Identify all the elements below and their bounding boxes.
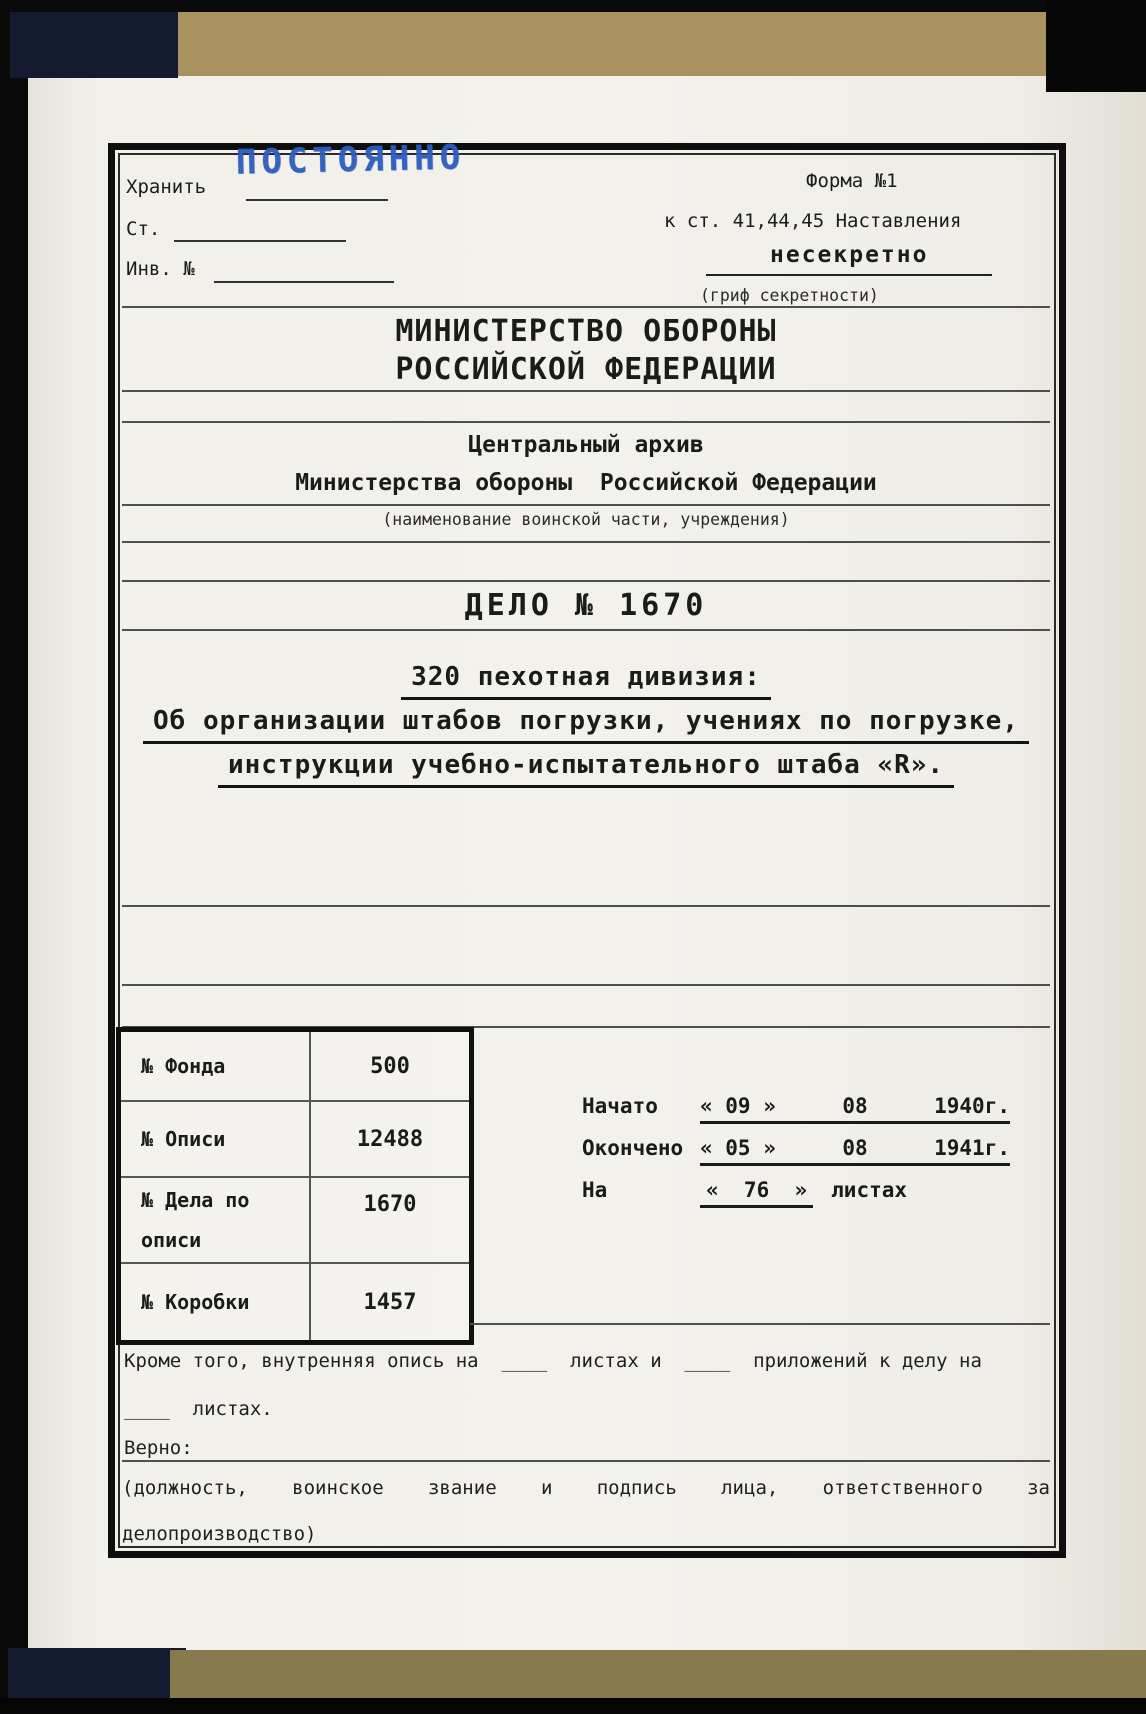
sheets-count-value: « 76 » <box>700 1178 813 1208</box>
date-finished-row <box>582 1136 1010 1166</box>
internal-inventory-line2: ____ листах. <box>124 1398 273 1420</box>
keep-blank-line <box>246 199 388 201</box>
date-started-field <box>700 1094 1010 1124</box>
rule-line <box>122 504 1050 506</box>
registry-value-opis: 12488 <box>311 1102 469 1178</box>
ministry-title-line2: РОССИЙСКОЙ ФЕДЕРАЦИИ <box>395 352 777 387</box>
date-started-year: 1940г. <box>934 1094 1010 1118</box>
rule-line <box>122 629 1050 631</box>
registry-value-korobka: 1457 <box>363 1289 417 1315</box>
certified-label: Верно: <box>124 1437 193 1459</box>
rule-line <box>122 905 1050 907</box>
rule-line <box>122 984 1050 986</box>
case-subject-text1: 320 пехотная дивизия: <box>401 662 771 700</box>
responsible-position-line2: делопроизводство) <box>122 1523 317 1545</box>
case-subject-text3: инструкции учебно-испытательного штаба «R». <box>218 750 954 788</box>
archive-name-line2: Министерства обороны Российской Федерации <box>295 470 877 496</box>
date-started-row <box>582 1094 1010 1124</box>
sheets-count-row <box>582 1178 907 1208</box>
date-finished-year: 1941г. <box>934 1136 1010 1160</box>
binder-edge-bottom <box>0 1698 1146 1714</box>
inventory-label: Инв. № <box>126 258 195 280</box>
registry-value-delo: 1670 <box>311 1178 469 1264</box>
inventory-blank-line <box>214 281 394 283</box>
date-finished-day: « 05 » <box>700 1136 776 1160</box>
registry-label-korobka: № Коробки <box>121 1264 311 1340</box>
rule-line <box>122 541 1050 543</box>
ministry-title-line1: МИНИСТЕРСТВО ОБОРОНЫ <box>395 314 777 349</box>
registry-table <box>116 1027 474 1345</box>
secrecy-underline <box>706 274 992 276</box>
responsible-position-line1: (должность, воинское звание и подпись лица, ответственного за <box>122 1477 1050 1499</box>
date-finished-month: 08 <box>842 1136 868 1160</box>
sheets-count-label: На <box>582 1178 608 1202</box>
archive-name-line1: Центральный архив <box>468 432 704 458</box>
cardboard-strip-top <box>178 12 1046 76</box>
rule-line <box>122 421 1050 423</box>
registry-label-fond: № Фонда <box>121 1032 311 1102</box>
rule-line <box>122 390 1050 392</box>
rule-line <box>122 580 1050 582</box>
case-subject-line1 <box>122 662 1050 700</box>
st-blank-line <box>174 240 346 242</box>
registry-label-delo: № Дела по описи <box>121 1178 311 1264</box>
date-finished-label: Окончено <box>582 1136 684 1160</box>
secrecy-caption: (гриф секретности) <box>700 286 879 305</box>
leather-corner-top-left <box>10 12 178 78</box>
date-started-label: Начато <box>582 1094 658 1118</box>
date-started-month: 08 <box>842 1094 868 1118</box>
case-subject-line2 <box>122 706 1050 744</box>
rule-line <box>470 1323 1050 1325</box>
sheets-count-suffix: листах <box>831 1178 908 1202</box>
keep-label: Хранить <box>126 176 207 198</box>
st-label: Ст. <box>126 218 161 240</box>
rule-line <box>122 306 1050 308</box>
cardboard-strip-bottom <box>170 1650 1146 1700</box>
registry-value-fond: 500 <box>311 1032 469 1102</box>
article-reference: к ст. 41,44,45 Наставления <box>664 210 962 232</box>
date-finished-field <box>700 1136 1010 1166</box>
registry-label-opis: № Описи <box>121 1102 311 1178</box>
case-subject-text2: Об организации штабов погрузки, учениях по погрузке, <box>143 706 1029 744</box>
binder-corner-shadow <box>1046 0 1146 92</box>
secrecy-value: несекретно <box>770 242 929 268</box>
leather-corner-bottom-left <box>8 1648 186 1700</box>
permanent-storage-stamp: ПОСТОЯННО <box>235 137 466 183</box>
unit-caption: (наименование воинской части, учреждения) <box>382 510 790 529</box>
date-started-day: « 09 » <box>700 1094 776 1118</box>
form-number: Форма №1 <box>806 170 898 192</box>
rule-line <box>122 1460 1050 1462</box>
internal-inventory-line1: Кроме того, внутренняя опись на ____ листах и ____ приложений к делу на <box>124 1350 982 1372</box>
case-subject-line3 <box>122 750 1050 788</box>
case-number-title: ДЕЛО № 1670 <box>464 588 708 623</box>
